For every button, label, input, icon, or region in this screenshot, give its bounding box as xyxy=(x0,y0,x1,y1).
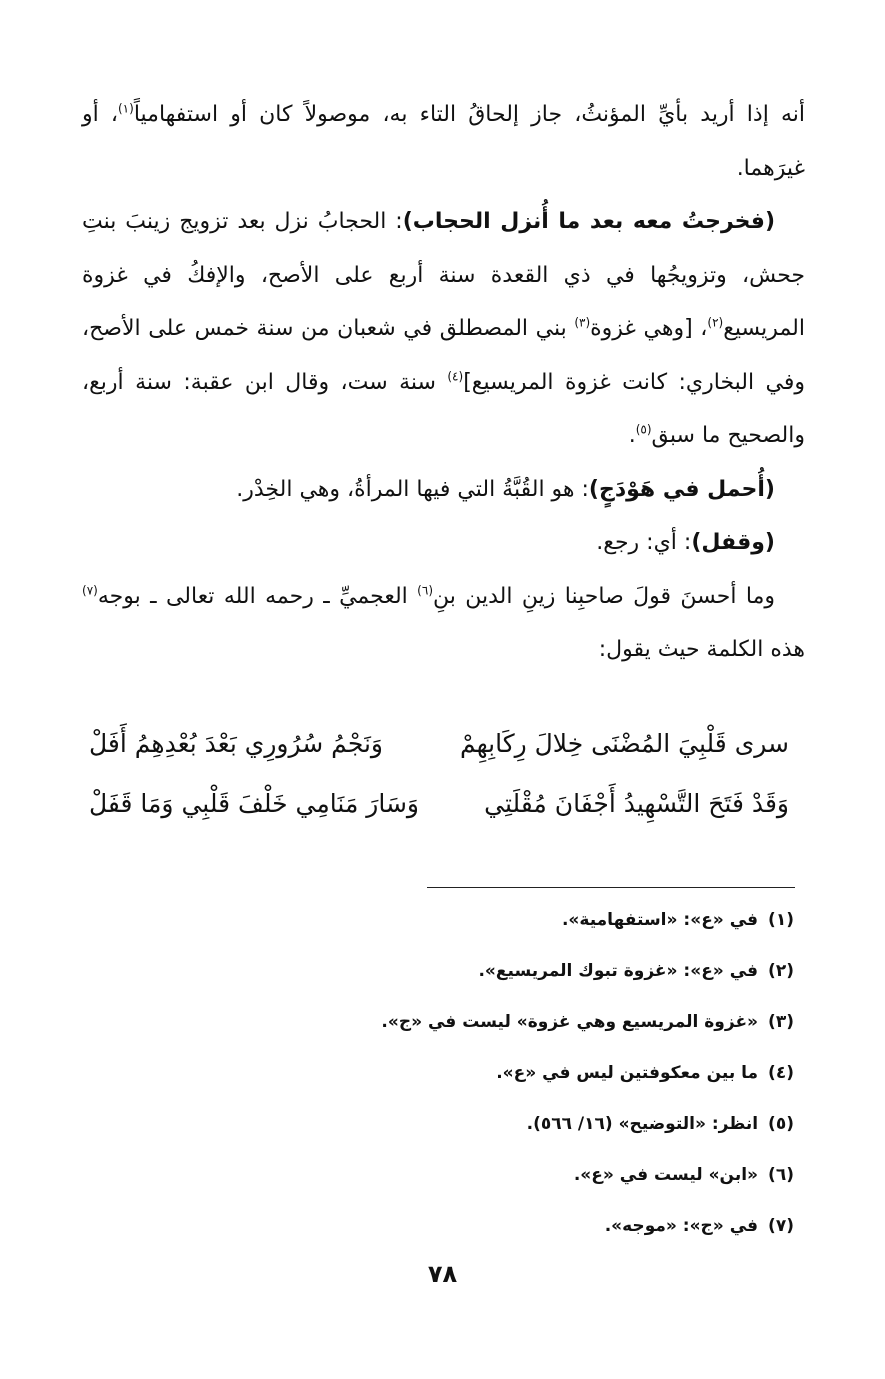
poem xyxy=(89,713,789,833)
lemma: (فخرجتُ معه بعد ما أُنزل الحجاب) xyxy=(402,209,775,234)
paragraph xyxy=(82,88,805,195)
text-run: : أي: رجع. xyxy=(596,530,692,555)
text-run: ، [وهي غزوة xyxy=(590,316,708,341)
text-run: . xyxy=(628,423,636,448)
paragraph xyxy=(82,195,805,463)
footnote-text: «ابن» ليست في «ع». xyxy=(573,1165,759,1185)
footnote-ref: (٦) xyxy=(417,583,433,598)
text-run: : الحجابُ نزل بعد تزويج زينبَ بنتِ جحش، وتزويجُها في ذي القعدة سنة أربع على الأصح، والإفكُ في غزوة المريسيع xyxy=(82,209,805,341)
text-run: سنة ست، وقال ابن عقبة: سنة أربع، والصحيح ما سبق xyxy=(82,369,805,448)
footnote-number: (٢) xyxy=(768,961,794,981)
text-run: بني المصطلق في شعبان من سنة خمس على الأصح، وفي البخاري: كانت غزوة المريسيع] xyxy=(82,316,805,395)
footnote xyxy=(89,951,794,1002)
footnote-ref: (٧) xyxy=(82,583,98,598)
text-run: ، أو غيرَهما. xyxy=(82,102,805,181)
verse-first-half: وَقَدْ فَتَحَ التَّسْهِيدُ أَجْفَانَ مُقْلَتِي xyxy=(484,788,789,818)
footnote-number: (٤) xyxy=(768,1063,794,1083)
lemma: (أُحمل في هَوْدَجٍ) xyxy=(588,476,775,502)
footnote-text: في «ع»: «استفهامية». xyxy=(561,910,759,930)
paragraph xyxy=(82,463,805,517)
footnote xyxy=(89,1206,794,1257)
verse-first-half: سرى قَلْبِيَ المُضْنَى خِلالَ رِكَابِهِمْ xyxy=(459,728,789,758)
text-run: : هو القُبَّةُ التي فيها المرأةُ، وهي الخِدْر. xyxy=(236,476,589,502)
text-run: أنه إذا أريد بأيِّ المؤنثُ، جاز إلحاقُ التاء به، موصولاً كان أو استفهامياً xyxy=(133,102,805,127)
verse-second-half: وَسَارَ مَنَامِي خَلْفَ قَلْبِي وَمَا قَفَلْ xyxy=(88,788,419,818)
footnote-ref: (٣) xyxy=(574,315,591,330)
text-run: هذه الكلمة حيث يقول: xyxy=(598,637,805,662)
footnote-text: في «ع»: «غزوة تبوك المريسيع». xyxy=(478,961,759,981)
footnote-ref: (٤) xyxy=(447,369,464,384)
text-run: العجميِّ ـ رحمه الله تعالى ـ بوجه xyxy=(97,583,418,609)
page-number: ٧٨ xyxy=(427,1260,458,1288)
footnote xyxy=(89,1155,794,1206)
footnote xyxy=(89,900,794,951)
footnote-text: انظر: «التوضيح» (١٦/ ٥٦٦). xyxy=(526,1114,759,1134)
footnote-text: ما بين معكوفتين ليس في «ع». xyxy=(496,1063,759,1083)
lemma: (وقفل) xyxy=(691,530,775,555)
footnote-number: (٣) xyxy=(768,1012,794,1032)
paragraph xyxy=(82,516,805,570)
text-run: وما أحسنَ قولَ صاحبِنا زينِ الدين بنِ xyxy=(433,583,775,609)
footnotes xyxy=(89,900,794,1257)
footnote-text: في «ج»: «موجه». xyxy=(604,1216,759,1236)
footnote-ref: (٢) xyxy=(707,315,724,330)
verse xyxy=(89,713,789,773)
footnote-divider xyxy=(427,887,795,888)
footnote-ref: (٥) xyxy=(635,422,652,437)
paragraph xyxy=(82,570,805,677)
verse-second-half: وَنَجْمُ سُرُورِي بَعْدَ بُعْدِهِمُ أَفَلْ xyxy=(89,728,383,758)
footnote-text: «غزوة المريسيع وهي غزوة» ليست في «ج». xyxy=(381,1012,759,1032)
footnote xyxy=(89,1053,794,1104)
footnote xyxy=(89,1104,794,1155)
footnote xyxy=(89,1002,794,1053)
footnote-number: (٥) xyxy=(768,1114,794,1134)
footnote-number: (٧) xyxy=(768,1216,794,1236)
footnote-number: (٦) xyxy=(768,1165,794,1185)
footnote-number: (١) xyxy=(768,910,794,930)
main-text xyxy=(82,88,805,677)
verse xyxy=(89,773,789,833)
footnote-ref: (١) xyxy=(117,101,134,116)
